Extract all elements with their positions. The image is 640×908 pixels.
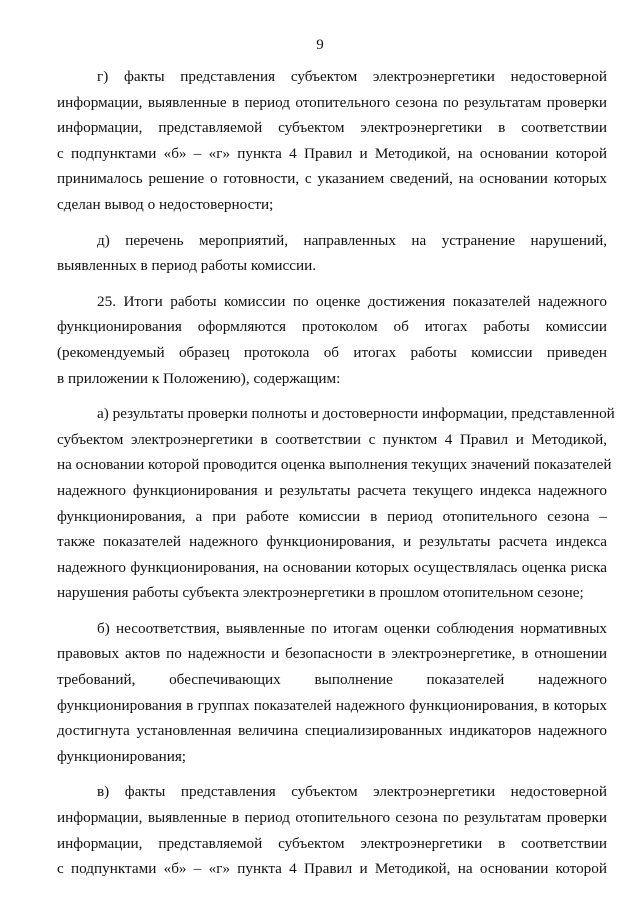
- text-line: функционирования оформляются протоколом об итогах работы комиссии: [57, 318, 607, 336]
- paragraph-item-d: [57, 228, 607, 279]
- text-line: информации, представляемой субъектом электроэнергетики в соответствии: [57, 834, 607, 852]
- text-line: принималось решение о готовности, с указанием сведений, на основании которых: [57, 170, 607, 188]
- paragraph-item-b: [57, 616, 607, 770]
- text-line: сделан вывод о недостоверности;: [57, 195, 274, 213]
- text-line: надежного функционирования и результаты расчета текущего индекса надежного: [57, 481, 607, 499]
- text-line: выявленных в период работы комиссии.: [57, 257, 317, 275]
- text-line: на основании которой проводится оценка выполнения текущих значений показателей: [57, 456, 612, 474]
- text-line: в) факты представления субъектом электроэнергетики недостоверной: [97, 783, 607, 801]
- text-line: требований, обеспечивающих выполнение показателей надежного: [57, 671, 607, 689]
- text-line: в приложении к Положению), содержащим:: [57, 369, 341, 387]
- text-line: 25. Итоги работы комиссии по оценке достижения показателей надежного: [97, 292, 607, 310]
- paragraph-item-v: [57, 779, 607, 881]
- text-line: (рекомендуемый образец протокола об итогах работы комиссии приведен: [57, 343, 607, 361]
- text-line: г) факты представления субъектом электроэнергетики недостоверной: [97, 68, 607, 85]
- document-body: [57, 64, 615, 892]
- text-line: субъектом электроэнергетики в соответствии с пунктом 4 Правил и Методикой,: [57, 430, 607, 448]
- text-line: информации, представляемой субъектом электроэнергетики в соответствии: [57, 119, 607, 137]
- text-line: также показателей надежного функционирования, и результаты расчета индекса: [57, 533, 607, 551]
- text-line: функционирования в группах показателей надежного функционирования, в которых: [57, 696, 607, 714]
- text-line: нарушения работы субъекта электроэнергетики в прошлом отопительном сезоне;: [57, 584, 584, 602]
- text-line: информации, выявленные в период отопительного сезона по результатам проверки: [57, 809, 607, 827]
- text-line: с подпунктами «б» – «г» пункта 4 Правил и Методикой, на основании которой: [57, 144, 607, 162]
- text-line: правовых актов по надежности и безопасности в электроэнергетике, в отношении: [57, 645, 607, 663]
- text-line: информации, выявленные в период отопительного сезона по результатам проверки: [57, 93, 607, 111]
- paragraph-item-a: [57, 401, 615, 606]
- paragraph-section-25: [57, 289, 607, 391]
- text-line: функционирования;: [57, 747, 187, 765]
- text-line: достигнута установленная величина специализированных индикаторов надежного: [57, 722, 607, 740]
- text-line: б) несоответствия, выявленные по итогам оценки соблюдения нормативных: [97, 619, 607, 637]
- paragraph-item-g: [57, 64, 607, 218]
- text-line: с подпунктами «б» – «г» пункта 4 Правил и Методикой, на основании которой: [57, 860, 607, 878]
- text-line: надежного функционирования, на основании которых осуществлялась оценка риска: [57, 558, 607, 576]
- text-line: д) перечень мероприятий, направленных на устранение нарушений,: [97, 231, 607, 249]
- text-line: а) результаты проверки полноты и достоверности информации, представленной: [97, 405, 615, 423]
- text-line: функционирования, а при работе комиссии в период отопительного сезона –: [57, 507, 607, 525]
- page-number: 9: [316, 37, 324, 53]
